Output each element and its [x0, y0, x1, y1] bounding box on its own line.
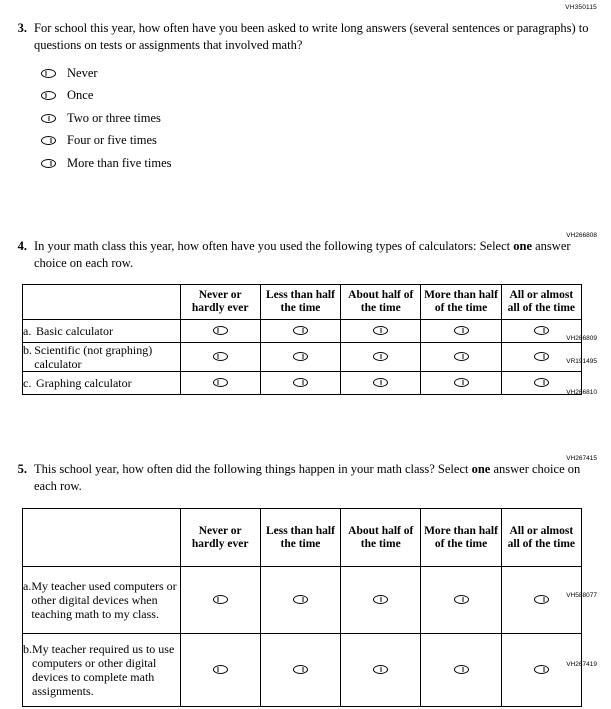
cell-never-or-hardly-ever[interactable] — [180, 372, 260, 395]
radio-bubble-icon[interactable] — [41, 69, 56, 78]
radio-bubble-icon[interactable] — [454, 378, 469, 387]
row-code-teacher-required-computers: VH267419 — [566, 661, 597, 668]
cell-more-than-half-of-the-time[interactable] — [421, 567, 501, 634]
question-3-number: 3. — [17, 21, 27, 35]
row-code-graphing-calculator: VH266810 — [566, 389, 597, 396]
radio-bubble-icon[interactable] — [293, 326, 308, 335]
question-5-number: 5. — [17, 462, 27, 476]
radio-bubble-icon[interactable] — [213, 378, 228, 387]
option-label: Never — [67, 65, 98, 80]
table-row — [23, 634, 582, 707]
question-5-text-emphasis: one — [471, 462, 491, 476]
radio-bubble-icon[interactable] — [534, 665, 549, 674]
row-label: Graphing calculator — [36, 376, 132, 390]
row-label: My teacher required us to use computers or other digital devices to complete math assignments. — [32, 642, 175, 698]
header-more-than-half-of-the-time: More than half of the time — [421, 285, 501, 320]
cell-all-or-almost-all-of-the-time[interactable] — [501, 634, 581, 707]
header-more-than-half-of-the-time: More than half of the time — [421, 509, 501, 567]
header-blank — [23, 509, 181, 567]
radio-bubble-icon[interactable] — [534, 326, 549, 335]
header-less-than-half-the-time: Less than half the time — [260, 509, 340, 567]
row-stub-basic-calculator — [23, 320, 181, 343]
row-letter: b. — [23, 343, 32, 357]
option-two-or-three-times[interactable] — [41, 107, 597, 130]
question-4-table — [22, 284, 582, 395]
cell-more-than-half-of-the-time[interactable] — [421, 372, 501, 395]
row-stub-scientific-calculator — [23, 343, 181, 372]
option-more-than-five-times[interactable] — [41, 152, 597, 175]
header-less-than-half-the-time: Less than half the time — [260, 285, 340, 320]
question-5 — [14, 461, 597, 494]
option-never[interactable] — [41, 62, 597, 85]
question-5-table-wrap — [14, 508, 597, 707]
row-code-teacher-used-computers: VH588077 — [566, 592, 597, 599]
radio-bubble-icon[interactable] — [293, 665, 308, 674]
option-once[interactable] — [41, 85, 597, 108]
radio-bubble-icon[interactable] — [373, 326, 388, 335]
radio-bubble-icon[interactable] — [454, 326, 469, 335]
row-letter: b. — [23, 642, 32, 656]
radio-bubble-icon[interactable] — [373, 665, 388, 674]
row-code-basic-calculator: VH266809 — [566, 335, 597, 342]
cell-never-or-hardly-ever[interactable] — [180, 343, 260, 372]
cell-never-or-hardly-ever[interactable] — [180, 320, 260, 343]
table-row — [23, 343, 582, 372]
table-row — [23, 320, 582, 343]
question-3-text: For school this year, how often have you been asked to write long answers (several sentences or paragraphs) to questions on tests or assignments that involved math? — [34, 21, 589, 52]
cell-about-half-of-the-time[interactable] — [341, 372, 421, 395]
option-four-or-five-times[interactable] — [41, 130, 597, 153]
cell-more-than-half-of-the-time[interactable] — [421, 343, 501, 372]
cell-about-half-of-the-time[interactable] — [341, 634, 421, 707]
table-header-row — [23, 285, 582, 320]
row-letter: c. — [23, 376, 32, 390]
question-4-text — [34, 238, 597, 271]
radio-bubble-icon[interactable] — [454, 352, 469, 361]
radio-bubble-icon[interactable] — [373, 378, 388, 387]
radio-bubble-icon[interactable] — [213, 665, 228, 674]
cell-about-half-of-the-time[interactable] — [341, 320, 421, 343]
radio-bubble-icon[interactable] — [373, 352, 388, 361]
cell-more-than-half-of-the-time[interactable] — [421, 320, 501, 343]
question-5-text-lead: This school year, how often did the following things happen in your math class? Select — [34, 462, 472, 476]
cell-about-half-of-the-time[interactable] — [341, 567, 421, 634]
table-row — [23, 567, 582, 634]
question-4 — [14, 238, 597, 271]
row-letter: a. — [23, 579, 32, 593]
cell-all-or-almost-all-of-the-time[interactable] — [501, 343, 581, 372]
row-code-scientific-calculator: VR191495 — [566, 358, 597, 365]
radio-bubble-icon[interactable] — [454, 595, 469, 604]
question-4-text-emphasis: one — [513, 239, 532, 253]
radio-bubble-icon[interactable] — [213, 326, 228, 335]
question-4-number: 4. — [17, 239, 27, 253]
option-label: Four or five times — [67, 133, 157, 148]
question-4-code: VH266808 — [566, 232, 597, 239]
question-5-code: VH267415 — [566, 455, 597, 462]
cell-less-than-half-the-time[interactable] — [260, 567, 340, 634]
radio-bubble-icon[interactable] — [41, 91, 56, 100]
cell-never-or-hardly-ever[interactable] — [180, 567, 260, 634]
row-stub-teacher-required-computers — [23, 634, 181, 707]
radio-bubble-icon[interactable] — [534, 595, 549, 604]
row-stub-teacher-used-computers — [23, 567, 181, 634]
row-stub-graphing-calculator — [23, 372, 181, 395]
header-blank — [23, 285, 181, 320]
question-5-text — [34, 461, 597, 494]
radio-bubble-icon[interactable] — [213, 352, 228, 361]
question-4-text-lead: In your math class this year, how often have you used the following types of calculators: Select — [34, 239, 514, 253]
cell-all-or-almost-all-of-the-time[interactable] — [501, 567, 581, 634]
header-all-or-almost-all-of-the-time: All or almost all of the time — [501, 509, 581, 567]
cell-less-than-half-the-time[interactable] — [260, 634, 340, 707]
table-header-row — [23, 509, 582, 567]
row-label: My teacher used computers or other digital devices when teaching math to my class. — [31, 579, 177, 621]
row-label: Basic calculator — [36, 324, 113, 338]
cell-less-than-half-the-time[interactable] — [260, 343, 340, 372]
question-4-table-wrap — [14, 284, 597, 395]
header-about-half-of-the-time: About half of the time — [341, 285, 421, 320]
row-letter: a. — [23, 324, 32, 338]
question-3-options — [41, 62, 597, 175]
radio-bubble-icon[interactable] — [373, 595, 388, 604]
radio-bubble-icon[interactable] — [534, 378, 549, 387]
cell-more-than-half-of-the-time[interactable] — [421, 634, 501, 707]
radio-bubble-icon[interactable] — [454, 665, 469, 674]
header-never-or-hardly-ever: Never or hardly ever — [180, 509, 260, 567]
cell-less-than-half-the-time[interactable] — [260, 372, 340, 395]
radio-bubble-icon[interactable] — [293, 595, 308, 604]
header-never-or-hardly-ever: Never or hardly ever — [180, 285, 260, 320]
radio-bubble-icon[interactable] — [41, 136, 56, 145]
row-label: Scientific (not graphing) calculator — [34, 343, 153, 371]
question-5-table — [22, 508, 582, 707]
question-4-text-tail: answer choice on each row. — [34, 239, 571, 270]
option-label: More than five times — [67, 155, 172, 170]
cell-about-half-of-the-time[interactable] — [341, 343, 421, 372]
radio-bubble-icon[interactable] — [41, 159, 56, 168]
question-5-text-tail: answer choice on each row. — [34, 462, 581, 493]
radio-bubble-icon[interactable] — [293, 352, 308, 361]
header-all-or-almost-all-of-the-time: All or almost all of the time — [501, 285, 581, 320]
question-3 — [14, 20, 597, 175]
radio-bubble-icon[interactable] — [41, 114, 56, 123]
option-label: Two or three times — [67, 110, 161, 125]
option-label: Once — [67, 88, 94, 103]
table-row — [23, 372, 582, 395]
radio-bubble-icon[interactable] — [534, 352, 549, 361]
radio-bubble-icon[interactable] — [293, 378, 308, 387]
cell-less-than-half-the-time[interactable] — [260, 320, 340, 343]
radio-bubble-icon[interactable] — [213, 595, 228, 604]
page-top-code: VH350115 — [565, 4, 597, 11]
header-about-half-of-the-time: About half of the time — [341, 509, 421, 567]
cell-never-or-hardly-ever[interactable] — [180, 634, 260, 707]
